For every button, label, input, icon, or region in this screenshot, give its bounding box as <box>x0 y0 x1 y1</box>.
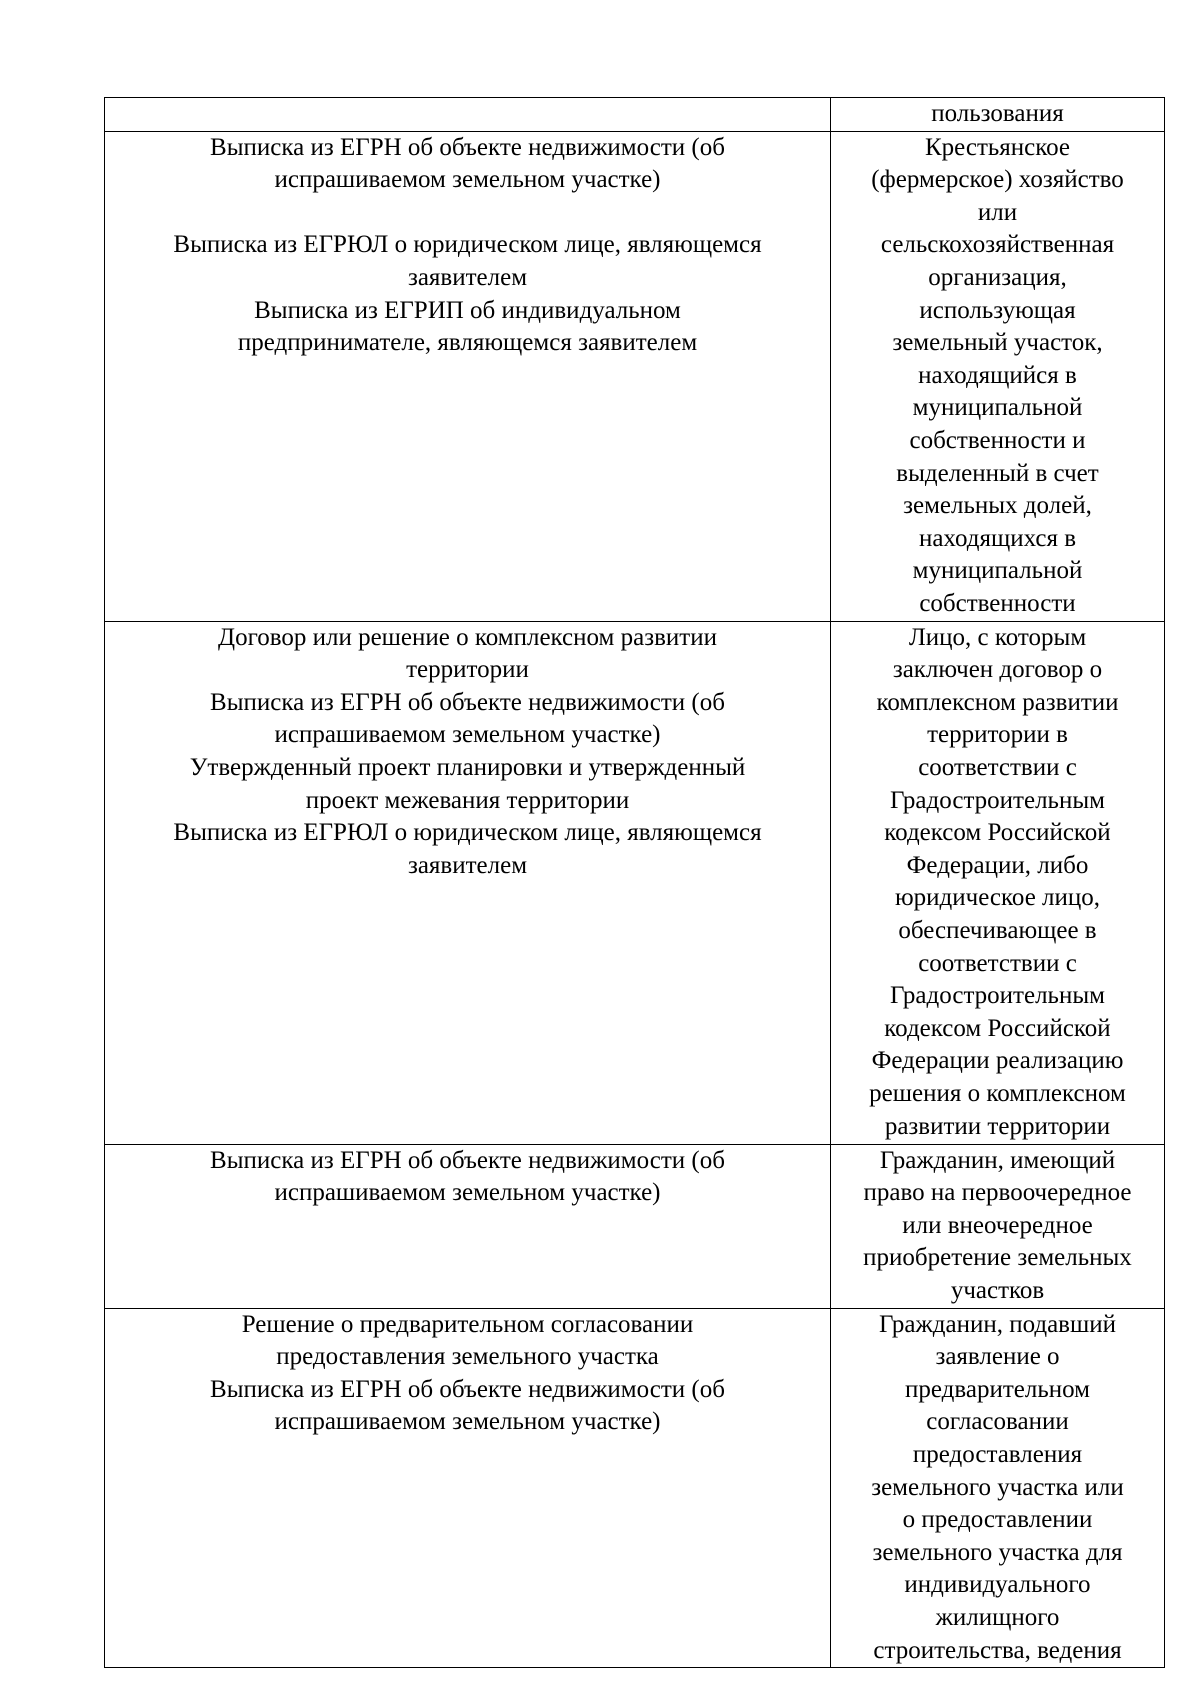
table-row <box>105 131 1165 621</box>
documents-cell <box>105 131 831 621</box>
cell-line: жилищного <box>935 1603 1060 1631</box>
cell-line: Выписка из ЕГРН об объекте недвижимости (об <box>210 1146 725 1174</box>
cell-line: проект межевания территории <box>305 786 630 814</box>
cell-line: муниципальной <box>912 394 1083 422</box>
cell-line: Крестьянское <box>924 133 1071 161</box>
cell-line: находящийся в <box>918 361 1077 389</box>
cell-line: Выписка из ЕГРЮЛ о юридическом лице, являющемся <box>173 819 762 847</box>
cell-line: территории <box>406 656 529 684</box>
cell-line: муниципальной <box>912 557 1083 585</box>
documents-cell <box>105 1144 831 1308</box>
applicant-cell <box>831 621 1165 1144</box>
cell-line: строительства, ведения <box>873 1636 1122 1664</box>
applicant-cell <box>831 131 1165 621</box>
cell-line: земельных долей, <box>903 492 1092 520</box>
applicant-cell <box>831 1144 1165 1308</box>
cell-line: Выписка из ЕГРН об объекте недвижимости (об <box>210 133 725 161</box>
blank-line <box>109 197 826 230</box>
cell-line: собственности и <box>909 426 1086 454</box>
cell-line: земельного участка или <box>871 1473 1124 1501</box>
cell-line: территории в <box>927 721 1068 749</box>
table-row <box>105 621 1165 1144</box>
cell-line: решения о комплексном <box>869 1079 1126 1107</box>
cell-line: согласовании <box>926 1408 1069 1436</box>
documents-cell <box>105 98 831 132</box>
cell-line: выделенный в счет <box>896 459 1099 487</box>
cell-line: Выписка из ЕГРН об объекте недвижимости (об <box>210 1375 725 1403</box>
documents-table <box>104 97 1165 1668</box>
cell-line: находящихся в <box>918 524 1077 552</box>
cell-line: Градостроительным <box>890 982 1105 1010</box>
applicant-cell <box>831 98 1165 132</box>
cell-line: кодексом Российской <box>884 1014 1111 1042</box>
cell-line: обеспечивающее в <box>898 916 1097 944</box>
cell-line: заключен договор о <box>892 656 1103 684</box>
cell-line: о предоставлении <box>902 1506 1093 1534</box>
cell-line: Выписка из ЕГРИП об индивидуальном <box>254 296 681 324</box>
cell-line: заявление о <box>935 1343 1060 1371</box>
documents-cell <box>105 1308 831 1668</box>
table-row <box>105 1308 1165 1668</box>
cell-line: предварительном <box>905 1375 1090 1403</box>
table-row <box>105 1144 1165 1308</box>
cell-line: приобретение земельных <box>863 1244 1132 1272</box>
cell-line: Гражданин, имеющий <box>879 1146 1116 1174</box>
cell-line: право на первоочередное <box>863 1179 1132 1207</box>
cell-line: использующая <box>919 296 1076 324</box>
cell-line: земельный участок, <box>892 329 1103 357</box>
cell-line: Решение о предварительном согласовании <box>241 1310 694 1338</box>
cell-line: Градостроительным <box>890 786 1105 814</box>
cell-line: комплексном развитии <box>876 688 1119 716</box>
cell-line: Федерации, либо <box>906 851 1089 879</box>
cell-line: заявителем <box>407 851 528 879</box>
cell-line: Федерации реализацию <box>871 1047 1124 1075</box>
cell-line: пользования <box>931 100 1064 127</box>
cell-line: или <box>977 198 1018 226</box>
applicant-cell <box>831 1308 1165 1668</box>
cell-line: соответствии с <box>918 753 1077 781</box>
cell-line: соответствии с <box>918 949 1077 977</box>
cell-line: предоставления <box>912 1440 1083 1468</box>
cell-line: заявителем <box>407 263 528 291</box>
table-row <box>105 98 1165 132</box>
cell-line: земельного участка для <box>872 1538 1123 1566</box>
table-body <box>105 98 1165 1668</box>
cell-line: сельскохозяйственная <box>880 231 1115 259</box>
cell-line: кодексом Российской <box>884 819 1111 847</box>
cell-line: Договор или решение о комплексном развитии <box>218 623 717 651</box>
cell-line: развитии территории <box>884 1112 1111 1140</box>
cell-line: Выписка из ЕГРН об объекте недвижимости (об <box>210 688 725 716</box>
cell-line: испрашиваемом земельном участке) <box>274 166 661 194</box>
cell-line: Гражданин, подавший <box>879 1310 1116 1338</box>
cell-line: Лицо, с которым <box>908 623 1087 651</box>
cell-line: предоставления земельного участка <box>276 1343 659 1371</box>
cell-line: предпринимателе, являющемся заявителем <box>237 329 698 357</box>
cell-line: юридическое лицо, <box>894 884 1101 912</box>
cell-line: испрашиваемом земельном участке) <box>274 1179 661 1207</box>
cell-line: испрашиваемом земельном участке) <box>274 1408 661 1436</box>
documents-cell <box>105 621 831 1144</box>
cell-line: (фермерское) хозяйство <box>871 166 1124 194</box>
cell-line: индивидуального <box>904 1571 1091 1599</box>
cell-line: Утвержденный проект планировки и утвержденный <box>189 753 746 781</box>
cell-line: Выписка из ЕГРЮЛ о юридическом лице, являющемся <box>173 231 762 259</box>
cell-line: собственности <box>919 589 1076 617</box>
cell-line: организация, <box>928 263 1067 291</box>
cell-line: испрашиваемом земельном участке) <box>274 721 661 749</box>
cell-line: или внеочередное <box>902 1211 1093 1239</box>
cell-line: участков <box>950 1276 1045 1304</box>
